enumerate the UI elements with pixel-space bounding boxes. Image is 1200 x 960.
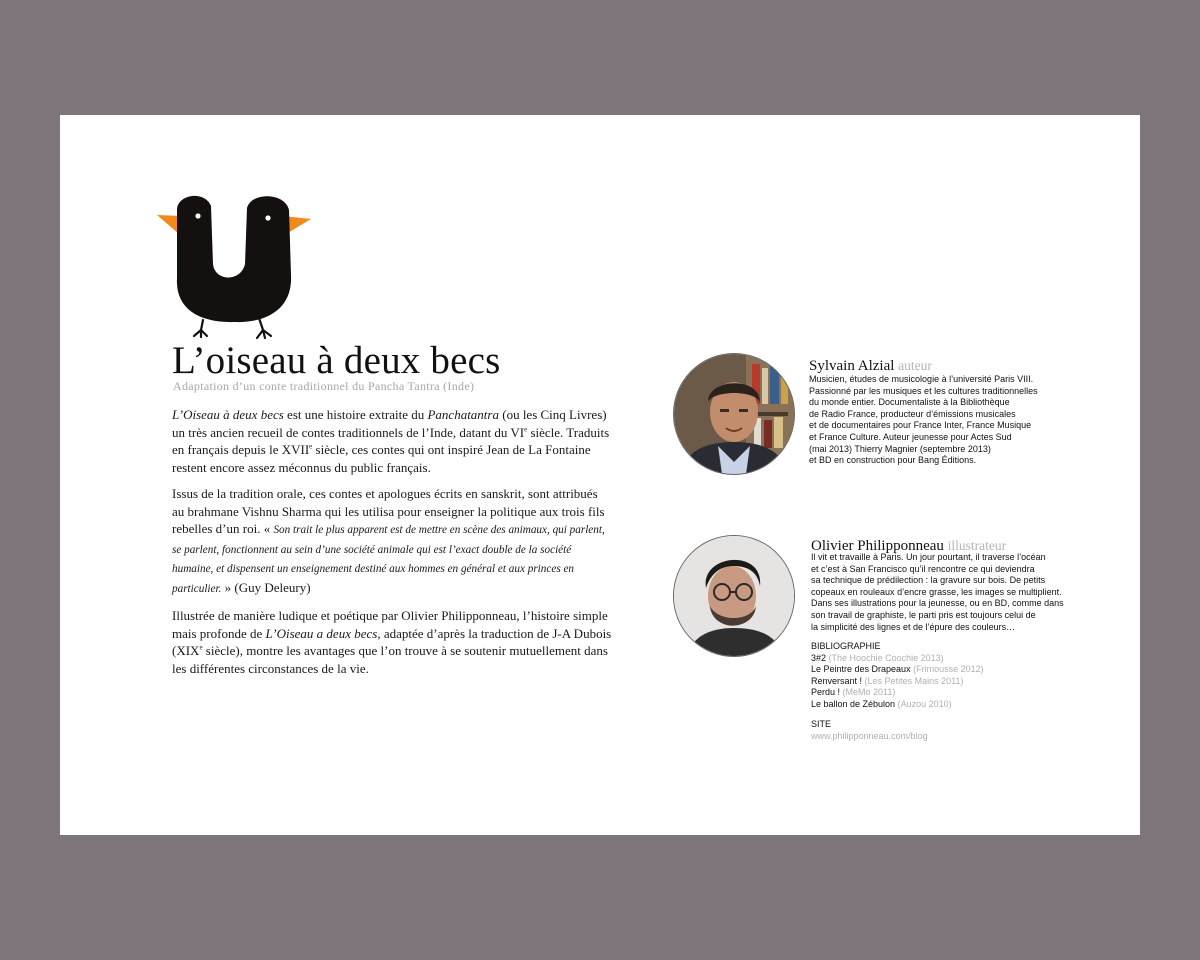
book-publisher: (Frimousse 2012) (913, 664, 984, 675)
book-title: 3#2 (811, 652, 827, 663)
book-title: Le Peintre des Drapeaux (811, 664, 911, 675)
bio-line: du monde entier. Documentaliste à la Bibliothèque (809, 397, 1010, 408)
bibliography-list (811, 653, 984, 711)
bio-line: et c’est à San Francisco qu’il rencontre ce qui deviendra (811, 563, 1035, 574)
bibliography-item (811, 664, 984, 676)
bio-line: sa technique de prédilection : la gravure sur bois. De petits (811, 575, 1046, 586)
author-heading (809, 358, 932, 375)
author-bio (809, 374, 1038, 467)
bio-line: Dans ses illustrations pour la jeunesse, ou en BD, comme dans (811, 598, 1064, 609)
author-portrait (673, 353, 795, 475)
bio-line: Musicien, études de musicologie à l’université Paris VIII. (809, 374, 1034, 384)
page (60, 115, 1140, 835)
bibliography-item (811, 676, 984, 688)
book-publisher: (MeMo 2011) (842, 687, 896, 698)
book-title: Renversant ! (811, 675, 863, 686)
illustrator-name: Olivier Philipponneau (811, 538, 944, 554)
book-publisher: (Les Petites Mains 2011) (864, 675, 964, 686)
bio-line: et France Culture. Auteur jeunesse pour Actes Sud (809, 431, 1012, 442)
intro-paragraph-2: Issus de la tradition orale, ces contes et apologues écrits en sanskrit, sont attribués au brahmane Vishnu Sharma qui les utilisa pour enseigner la politique aux trois fils rebelles d’un roi. « Son trait le plus apparent est de mettre en scène des animaux, qui parlent, se parlent, fonctionnent au sein d’une société animale qui est l’exact double de la société humaine, et dispensent un enseignement destiné aux hommes en général et aux princes en particulier. » (Guy Deleury) (172, 486, 605, 595)
intro-text (172, 406, 612, 686)
deleury-quote: Son trait le plus apparent est de mettre en scène des animaux, qui parlent, se parlent, fonctionnent au sein d’une société animale qui est l’exact double de la société humaine, et dispensent un enseignement destiné aux hommes en général et aux princes en particulier. (172, 524, 605, 595)
bio-line: (mai 2013) Thierry Magnier (septembre 2013) (809, 443, 991, 454)
illustrator-role: illustrateur (947, 538, 1007, 553)
bio-line: la simplicité des lignes et de l’épure des couleurs… (811, 621, 1016, 632)
book-title: Le ballon de Zébulon (811, 698, 896, 709)
page-subtitle: Adaptation d’un conte traditionnel du Pancha Tantra (Inde) (173, 379, 475, 393)
site-section (811, 719, 928, 742)
two-beaked-bird-icon (155, 190, 315, 340)
author-role: auteur (898, 358, 932, 373)
book-publisher: (The Hoochie Coochie 2013) (828, 652, 944, 663)
site-link[interactable]: www.philipponneau.com/blog (811, 730, 928, 741)
bibliography-label: BIBLIOGRAPHIE (811, 641, 881, 651)
author-name: Sylvain Alzial (809, 358, 895, 374)
bio-line: Il vit et travaille à Paris. Un jour pourtant, il traverse l’océan (811, 552, 1046, 562)
bio-line: son travail de graphiste, le parti pris est toujours celui de (811, 609, 1036, 620)
bibliography (811, 641, 984, 711)
book-title: Perdu ! (811, 687, 841, 698)
intro-paragraph-1: L’Oiseau à deux becs est une histoire extraite du Panchatantra (ou les Cinq Livres) un très ancien recueil de contes traditionnels de l’Inde, datant du VIe siècle. Traduits en français depuis le XVIIe siècle, ces contes qui ont inspiré Jean de La Fontaine restent encore assez méconnus du public français. (172, 407, 610, 475)
page-title: L’oiseau à deux becs (172, 339, 501, 382)
illustrator-bio (811, 552, 1064, 633)
bibliography-item (811, 653, 984, 665)
intro-paragraph-3: Illustrée de manière ludique et poétique par Olivier Philipponneau, l’histoire simple mais profonde de L’Oiseau a deux becs, adaptée d’après la traduction de J-A Dubois (XIXe siècle), montre les avantages que l’on trouve à se soutenir mutuellement dans les différentes circonstances de la vie. (172, 608, 612, 676)
bio-line: et de documentaires pour France Inter, France Musique (809, 420, 1032, 431)
bibliography-item (811, 699, 984, 711)
bio-line: Passionné par les musiques et les cultures traditionnelles (809, 385, 1038, 396)
bio-line: copeaux en rouleaux d’encre grasse, les images se multiplient. (811, 586, 1062, 597)
illustrator-portrait (673, 535, 795, 657)
bibliography-item (811, 687, 984, 699)
bio-line: et BD en construction pour Bang Éditions. (809, 455, 977, 466)
bio-line: de Radio France, producteur d’émissions musicales (809, 408, 1016, 419)
site-label: SITE (811, 719, 832, 729)
book-publisher: (Auzou 2010) (897, 698, 952, 709)
